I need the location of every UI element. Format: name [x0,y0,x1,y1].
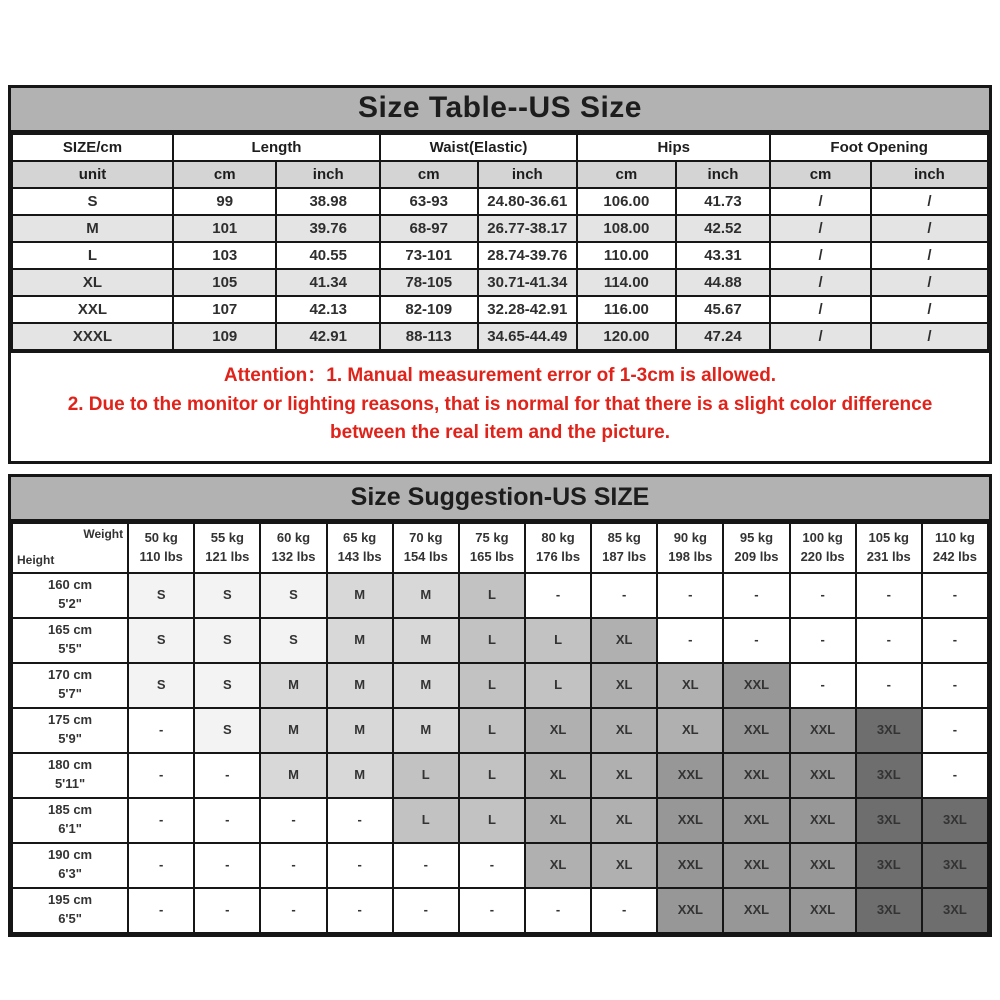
size-table-group-header-row [12,134,988,161]
size-suggestion-row [12,573,988,618]
size-table-row [12,242,988,269]
size-table-panel [8,85,992,464]
measurement-cell: / [770,188,871,215]
unit-header-cell: inch [276,161,379,188]
weight-header-cell [723,523,789,573]
weight-lbs-label: 132 lbs [271,548,316,564]
suggested-size-cell: XXL [723,798,789,843]
measurement-cell: / [871,188,988,215]
weight-header-cell [194,523,260,573]
weight-kg-label: 85 kg [607,529,641,545]
suggested-size-cell: S [260,618,326,663]
suggested-size-cell: XXL [790,708,856,753]
height-cm-label: 190 cm [48,847,93,863]
suggested-size-cell: S [128,618,194,663]
suggested-size-cell: S [194,618,260,663]
measurement-cell: 42.91 [276,323,379,350]
measurement-cell: 82-109 [380,296,478,323]
suggested-size-cell: XL [591,708,657,753]
no-size-cell: - [327,888,393,933]
measurement-cell: 42.52 [676,215,771,242]
height-label-cell [12,753,128,798]
suggested-size-cell: L [459,708,525,753]
weight-lbs-label: 242 lbs [932,548,977,564]
measurement-cell: 68-97 [380,215,478,242]
size-table-unit-header-row [12,161,988,188]
suggested-size-cell: M [393,573,459,618]
attention-note [11,351,989,461]
no-size-cell: - [790,573,856,618]
measurement-cell: / [770,323,871,350]
suggested-size-cell: M [393,618,459,663]
height-label-cell [12,663,128,708]
measurement-cell: / [770,269,871,296]
no-size-cell: - [327,798,393,843]
size-table [11,133,989,351]
suggested-size-cell: XL [591,618,657,663]
no-size-cell: - [260,843,326,888]
no-size-cell: - [723,618,789,663]
measurement-cell: 42.13 [276,296,379,323]
no-size-cell: - [790,663,856,708]
weight-lbs-label: 220 lbs [800,548,845,564]
measurement-cell: 47.24 [676,323,771,350]
weight-header-cell [591,523,657,573]
height-ft-label: 5'7" [58,686,82,701]
suggested-size-cell: XXL [723,843,789,888]
height-label-cell [12,708,128,753]
measurement-cell: 99 [173,188,276,215]
suggested-size-cell: XXL [657,843,723,888]
suggested-size-cell: L [459,753,525,798]
suggested-size-cell: L [393,798,459,843]
no-size-cell: - [194,888,260,933]
suggested-size-cell: M [260,708,326,753]
group-header-waist: Waist(Elastic) [380,134,577,161]
size-label-cell: S [12,188,173,215]
suggested-size-cell: S [128,663,194,708]
measurement-cell: 32.28-42.91 [478,296,578,323]
size-suggestion-row [12,708,988,753]
weight-lbs-label: 187 lbs [602,548,647,564]
corner-height-label: Height [17,553,55,568]
suggested-size-cell: L [459,798,525,843]
unit-header-cell: cm [770,161,871,188]
weight-kg-label: 65 kg [343,529,377,545]
height-ft-label: 6'3" [58,866,82,881]
suggested-size-cell: XL [591,663,657,708]
suggested-size-cell: 3XL [856,888,922,933]
measurement-cell: 107 [173,296,276,323]
measurement-cell: 63-93 [380,188,478,215]
measurement-cell: / [871,242,988,269]
no-size-cell: - [393,843,459,888]
suggested-size-cell: XL [525,753,591,798]
no-size-cell: - [194,843,260,888]
suggested-size-cell: XL [525,843,591,888]
weight-kg-label: 55 kg [210,529,244,545]
measurement-cell: / [871,215,988,242]
measurement-cell: / [871,269,988,296]
height-ft-label: 5'5" [58,641,82,656]
suggested-size-cell: XL [591,753,657,798]
size-suggestion-body [12,573,988,933]
size-table-row [12,323,988,350]
no-size-cell: - [327,843,393,888]
measurement-cell: 41.73 [676,188,771,215]
weight-kg-label: 100 kg [802,529,843,545]
measurement-cell: 41.34 [276,269,379,296]
measurement-cell: 109 [173,323,276,350]
suggested-size-cell: XL [591,798,657,843]
suggested-size-cell: S [194,663,260,708]
weight-lbs-label: 143 lbs [337,548,382,564]
suggested-size-cell: L [393,753,459,798]
height-label-cell [12,888,128,933]
height-ft-label: 6'5" [58,911,82,926]
weight-header-cell [260,523,326,573]
height-cm-label: 195 cm [48,892,93,908]
height-label-cell [12,798,128,843]
suggested-size-cell: XXL [657,798,723,843]
no-size-cell: - [525,888,591,933]
size-suggestion-row [12,843,988,888]
weight-header-cell [922,523,988,573]
weight-header-cell [657,523,723,573]
measurement-cell: / [770,242,871,269]
size-suggestion-header-row [12,523,988,573]
no-size-cell: - [260,888,326,933]
suggested-size-cell: M [393,663,459,708]
size-suggestion-panel [8,474,992,937]
unit-header-cell: cm [380,161,478,188]
height-cm-label: 175 cm [48,712,93,728]
no-size-cell: - [128,843,194,888]
suggested-size-cell: XXL [657,888,723,933]
suggested-size-cell: XL [591,843,657,888]
no-size-cell: - [128,708,194,753]
no-size-cell: - [194,798,260,843]
suggested-size-cell: L [525,618,591,663]
height-cm-label: 185 cm [48,802,93,818]
weight-lbs-label: 165 lbs [469,548,514,564]
no-size-cell: - [128,798,194,843]
weight-kg-label: 75 kg [475,529,509,545]
measurement-cell: 106.00 [577,188,676,215]
measurement-cell: 88-113 [380,323,478,350]
no-size-cell: - [856,663,922,708]
weight-lbs-label: 209 lbs [734,548,779,564]
suggested-size-cell: XXL [657,753,723,798]
corner-weight-label: Weight [83,526,124,541]
weight-kg-label: 70 kg [409,529,443,545]
suggested-size-cell: 3XL [922,843,988,888]
measurement-cell: 120.00 [577,323,676,350]
no-size-cell: - [922,708,988,753]
weight-header-cell [525,523,591,573]
size-label-cell: XXXL [12,323,173,350]
group-header-length: Length [173,134,380,161]
suggested-size-cell: 3XL [856,843,922,888]
measurement-cell: 101 [173,215,276,242]
measurement-cell: 24.80-36.61 [478,188,578,215]
weight-header-cell [790,523,856,573]
measurement-cell: 108.00 [577,215,676,242]
weight-lbs-label: 231 lbs [866,548,911,564]
measurement-cell: 43.31 [676,242,771,269]
measurement-cell: 116.00 [577,296,676,323]
no-size-cell: - [525,573,591,618]
suggested-size-cell: XXL [723,708,789,753]
suggested-size-cell: XXL [723,663,789,708]
no-size-cell: - [657,573,723,618]
measurement-cell: 105 [173,269,276,296]
suggested-size-cell: S [194,573,260,618]
weight-header-cell [856,523,922,573]
no-size-cell: - [723,573,789,618]
size-label-cell: XL [12,269,173,296]
measurement-cell: 103 [173,242,276,269]
size-suggestion-row [12,888,988,933]
measurement-cell: / [770,215,871,242]
weight-kg-label: 105 kg [868,529,909,545]
measurement-cell: 38.98 [276,188,379,215]
unit-header-cell: inch [676,161,771,188]
suggested-size-cell: XXL [790,843,856,888]
size-suggestion-table [11,522,989,934]
no-size-cell: - [128,753,194,798]
measurement-cell: 110.00 [577,242,676,269]
no-size-cell: - [459,843,525,888]
suggested-size-cell: M [260,663,326,708]
suggested-size-cell: M [327,708,393,753]
suggested-size-cell: 3XL [856,708,922,753]
no-size-cell: - [856,618,922,663]
weight-kg-label: 50 kg [144,529,178,545]
measurement-cell: / [770,296,871,323]
height-ft-label: 5'9" [58,731,82,746]
suggested-size-cell: XL [657,663,723,708]
suggested-size-cell: M [327,753,393,798]
unit-header-cell: cm [173,161,276,188]
size-table-title: Size Table--US Size [11,88,989,133]
suggested-size-cell: L [459,663,525,708]
suggested-size-cell: XXL [790,888,856,933]
height-ft-label: 6'1" [58,821,82,836]
height-label-cell [12,618,128,663]
weight-kg-label: 110 kg [935,529,975,545]
no-size-cell: - [922,573,988,618]
suggested-size-cell: L [525,663,591,708]
height-label-cell [12,573,128,618]
suggested-size-cell: XL [525,708,591,753]
measurement-cell: 40.55 [276,242,379,269]
suggested-size-cell: M [260,753,326,798]
suggested-size-cell: 3XL [856,798,922,843]
size-table-body [12,188,988,350]
height-cm-label: 160 cm [48,577,93,593]
no-size-cell: - [128,888,194,933]
suggested-size-cell: S [128,573,194,618]
suggested-size-cell: XXL [790,753,856,798]
weight-lbs-label: 110 lbs [139,548,183,564]
size-table-row [12,269,988,296]
group-header-foot-opening: Foot Opening [770,134,988,161]
no-size-cell: - [922,618,988,663]
suggested-size-cell: L [459,573,525,618]
suggested-size-cell: 3XL [856,753,922,798]
no-size-cell: - [856,573,922,618]
size-suggestion-title: Size Suggestion-US SIZE [11,477,989,522]
size-label-cell: XXL [12,296,173,323]
weight-header-cell [393,523,459,573]
weight-kg-label: 60 kg [276,529,311,545]
size-table-corner-header: SIZE/cm [12,134,173,161]
unit-header-cell: cm [577,161,676,188]
suggested-size-cell: L [459,618,525,663]
size-label-cell: L [12,242,173,269]
group-header-hips: Hips [577,134,770,161]
measurement-cell: 73-101 [380,242,478,269]
suggested-size-cell: S [194,708,260,753]
no-size-cell: - [591,573,657,618]
height-cm-label: 165 cm [48,622,93,638]
weight-kg-label: 80 kg [541,529,575,545]
no-size-cell: - [260,798,326,843]
no-size-cell: - [922,663,988,708]
weight-lbs-label: 121 lbs [205,548,250,564]
weight-lbs-label: 198 lbs [668,548,713,564]
weight-kg-label: 90 kg [673,529,707,545]
weight-header-cell [459,523,525,573]
weight-header-cell [327,523,393,573]
weight-height-corner-cell [12,523,128,573]
measurement-cell: 34.65-44.49 [478,323,578,350]
no-size-cell: - [657,618,723,663]
suggested-size-cell: XL [525,798,591,843]
height-cm-label: 180 cm [48,757,93,773]
measurement-cell: 26.77-38.17 [478,215,578,242]
height-label-cell [12,843,128,888]
size-suggestion-row [12,798,988,843]
size-table-row [12,188,988,215]
height-cm-label: 170 cm [48,667,93,683]
suggested-size-cell: S [260,573,326,618]
unit-header-cell: inch [478,161,578,188]
measurement-cell: / [871,323,988,350]
size-suggestion-row [12,753,988,798]
suggested-size-cell: M [393,708,459,753]
suggested-size-cell: 3XL [922,798,988,843]
height-ft-label: 5'11" [54,776,86,791]
no-size-cell: - [591,888,657,933]
measurement-cell: 39.76 [276,215,379,242]
measurement-cell: 45.67 [676,296,771,323]
weight-lbs-label: 176 lbs [536,548,581,564]
measurement-cell: 78-105 [380,269,478,296]
no-size-cell: - [790,618,856,663]
no-size-cell: - [922,753,988,798]
weight-kg-label: 95 kg [739,529,774,545]
unit-header-cell: inch [871,161,988,188]
size-suggestion-row [12,618,988,663]
suggested-size-cell: M [327,663,393,708]
attention-line: Attention：1. Manual measurement error of 1-3cm is allowed. [223,365,777,386]
weight-lbs-label: 154 lbs [403,548,448,564]
suggested-size-cell: XXL [723,753,789,798]
measurement-cell: 44.88 [676,269,771,296]
measurement-cell: 114.00 [577,269,676,296]
suggested-size-cell: 3XL [922,888,988,933]
attention-line: 2. Due to the monitor or lighting reasons, that is normal for that there is a slight color difference [67,393,933,415]
suggested-size-cell: XL [657,708,723,753]
size-label-cell: M [12,215,173,242]
no-size-cell: - [194,753,260,798]
suggested-size-cell: M [327,618,393,663]
no-size-cell: - [393,888,459,933]
size-table-row [12,296,988,323]
measurement-cell: / [871,296,988,323]
size-table-row [12,215,988,242]
suggested-size-cell: M [327,573,393,618]
height-ft-label: 5'2" [58,596,82,611]
suggested-size-cell: XXL [790,798,856,843]
no-size-cell: - [459,888,525,933]
suggested-size-cell: XXL [723,888,789,933]
weight-header-cell [128,523,194,573]
attention-line: between the real item and the picture. [330,422,670,443]
unit-label: unit [12,161,173,188]
measurement-cell: 28.74-39.76 [478,242,578,269]
measurement-cell: 30.71-41.34 [478,269,578,296]
size-suggestion-row [12,663,988,708]
